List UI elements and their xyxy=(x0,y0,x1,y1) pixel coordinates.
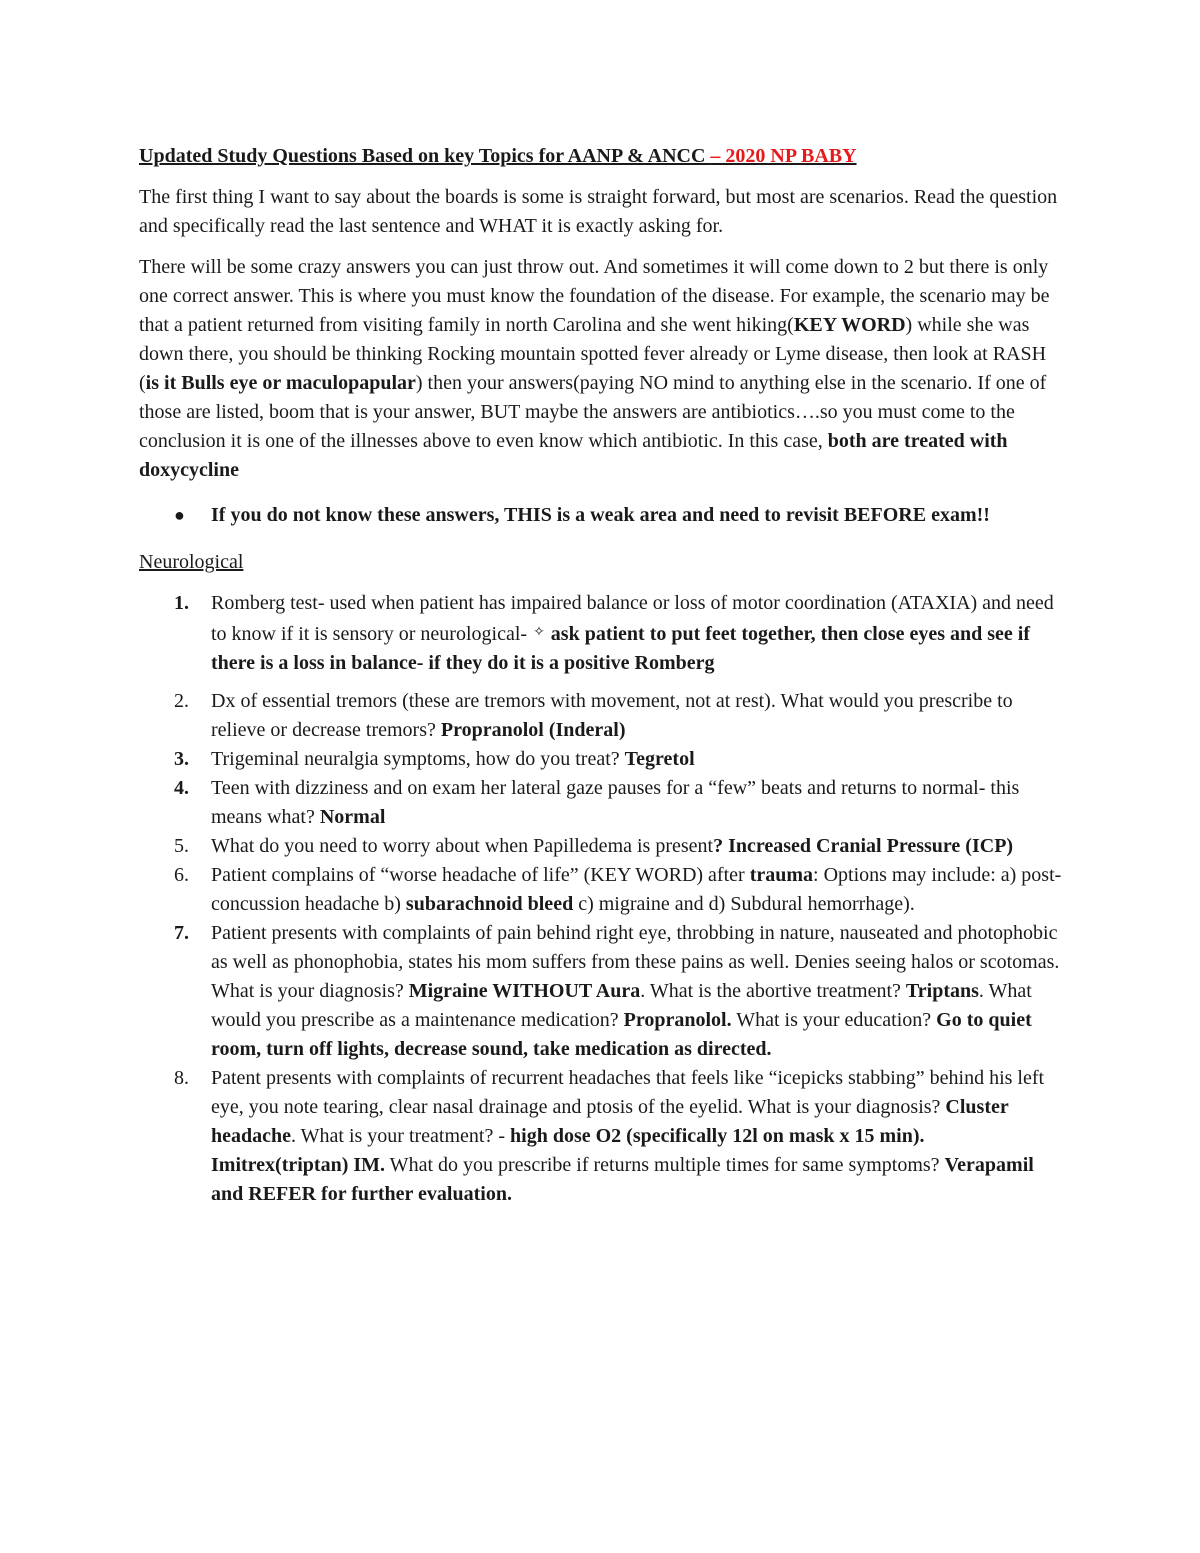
question-number: 4. xyxy=(174,777,189,799)
answer-text: ? Increased Cranial Pressure (ICP) xyxy=(713,835,1014,857)
question-number: 1. xyxy=(174,592,189,614)
question-5 xyxy=(139,832,1064,861)
question-list xyxy=(139,589,1064,1209)
question-number: 2. xyxy=(174,690,189,712)
document-body xyxy=(139,142,1064,1209)
answer-text: ask patient to put feet together, then close eyes and see if there is a loss in balance- if they do it is a positive Romberg xyxy=(211,623,1030,674)
question-6 xyxy=(139,861,1064,919)
intro2-bold-b: KEY WORD xyxy=(793,314,906,336)
question-text: What do you prescribe if returns multiple times for same symptoms? xyxy=(385,1154,945,1176)
intro2-bold-f: both are treated with doxycycline xyxy=(139,430,1008,481)
answer-text: Normal xyxy=(319,806,386,828)
bullet-list xyxy=(139,501,1064,530)
question-number: 8. xyxy=(174,1067,189,1089)
answer-text: Tegretol xyxy=(624,748,695,770)
answer-text: Triptans xyxy=(905,980,979,1002)
question-number: 7. xyxy=(174,922,189,944)
question-number: 6. xyxy=(174,864,189,886)
intro2-text-e: ) then your answers(paying NO mind to anything else in the scenario. If one of those are listed, boom that is your answer, BUT maybe the answers are antibiotics….so you must come to the conclusion it is one of the illnesses above to even know which antibiotic. In this case, xyxy=(139,372,1047,452)
question-text: Patent presents with complaints of recurrent headaches that feels like “icepicks stabbing” behind his left eye, you note tearing, clear nasal drainage and ptosis of the eyelid. What is your diagnosis? xyxy=(211,1067,1045,1118)
question-number: 5. xyxy=(174,835,189,857)
answer-text: high dose O2 (specifically 12l on mask x 15 min). Imitrex(triptan) IM. xyxy=(211,1125,925,1176)
answer-text: subarachnoid bleed xyxy=(405,893,574,915)
intro-paragraph-2 xyxy=(139,253,1064,485)
question-text: Dx of essential tremors (these are tremors with movement, not at rest). What would you prescribe to relieve or decrease tremors? xyxy=(211,690,1013,741)
section-heading: Neurological xyxy=(139,551,244,573)
question-text: . What is the abortive treatment? xyxy=(640,980,906,1002)
question-text: What is your education? xyxy=(731,1009,937,1031)
intro2-text-c: ) while she was down there, you should be thinking Rocking mountain spotted fever already or Lyme disease, then look at RASH ( xyxy=(139,314,1047,394)
question-text: Patient presents with complaints of pain behind right eye, throbbing in nature, nauseated and photophobic as well as phonophobia, states his mom suffers from these pains as well. Denies seeing halos or scotomas. What is your diagnosis? xyxy=(211,922,1060,1002)
bullet-item xyxy=(139,501,1064,530)
question-7 xyxy=(139,919,1064,1064)
bullet-dot-icon: ● xyxy=(174,505,185,525)
question-text: : Options may include: a) post-concussion headache b) xyxy=(211,864,1062,915)
intro2-bold-d: is it Bulls eye or maculopapular xyxy=(145,372,416,394)
small-arrow-icon: ✧ xyxy=(533,625,545,640)
question-text: . What is your treatment? - xyxy=(291,1125,511,1147)
question-text: Trigeminal neuralgia symptoms, how do you treat? xyxy=(211,748,625,770)
question-text: . What would you prescribe as a maintenance medication? xyxy=(211,980,1032,1031)
answer-text: trauma xyxy=(749,864,814,886)
question-text: Patient complains of “worse headache of life” (KEY WORD) after xyxy=(211,864,750,886)
question-number: 3. xyxy=(174,748,189,770)
question-text: c) migraine and d) Subdural hemorrhage). xyxy=(573,893,915,915)
answer-text: Cluster headache xyxy=(211,1096,1009,1147)
question-1 xyxy=(139,589,1064,678)
question-4 xyxy=(139,774,1064,832)
question-2 xyxy=(139,687,1064,745)
question-text: Teen with dizziness and on exam her lateral gaze pauses for a “few” beats and returns to normal- this means what? xyxy=(211,777,1020,828)
question-text: What do you need to worry about when Papilledema is present xyxy=(211,835,714,857)
question-8 xyxy=(139,1064,1064,1209)
answer-text: Verapamil and REFER for further evaluation. xyxy=(211,1154,1034,1205)
title-accent: – 2020 NP BABY xyxy=(710,145,857,167)
answer-text: Propranolol. xyxy=(623,1009,732,1031)
document-title xyxy=(139,142,1064,171)
intro2-text-a: There will be some crazy answers you can just throw out. And sometimes it will come down to 2 but there is only one correct answer. This is where you must know the foundation of the disease. For example, the scenario may be that a patient returned from visiting family in north Carolina and she went hiking( xyxy=(139,256,1050,336)
answer-text: Propranolol (Inderal) xyxy=(440,719,626,741)
title-main: Updated Study Questions Based on key Topics for AANP & ANCC xyxy=(139,145,711,167)
question-3 xyxy=(139,745,1064,774)
bullet-text: If you do not know these answers, THIS is a weak area and need to revisit BEFORE exam!! xyxy=(211,504,990,526)
intro-paragraph-1: The first thing I want to say about the boards is some is straight forward, but most are scenarios. Read the question and specifically read the last sentence and WHAT it is exactly asking for. xyxy=(139,186,1058,237)
question-text: Romberg test- used when patient has impaired balance or loss of motor coordination (ATAXIA) and need to know if it is sensory or neurological- xyxy=(211,592,1054,645)
answer-text: Migraine WITHOUT Aura xyxy=(408,980,641,1002)
answer-text: Go to quiet room, turn off lights, decrease sound, take medication as directed. xyxy=(211,1009,1032,1060)
